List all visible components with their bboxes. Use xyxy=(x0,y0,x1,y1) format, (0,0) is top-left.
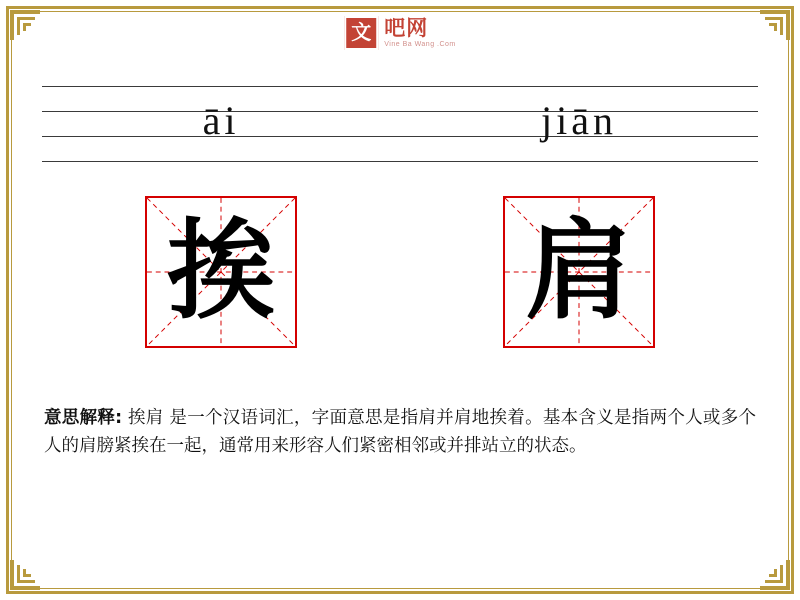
pinyin-row xyxy=(42,86,758,162)
character-slot-2 xyxy=(400,196,758,361)
character-glyph-1: 挨 xyxy=(166,209,275,334)
character-glyph-2: 肩 xyxy=(524,209,633,334)
pinyin-syllable-2: jiān xyxy=(541,97,617,143)
corner-ornament-bottom-right-icon xyxy=(758,558,792,592)
explanation-text: 挨肩 是一个汉语词汇，字面意思是指肩并肩地挨着。基本含义是指两个人或多个人的肩膀紧挨在一起，通常用来形容人们紧密相邻或并排站立的状态。 xyxy=(44,408,757,457)
mizi-grid-box-1 xyxy=(145,196,297,348)
site-logo xyxy=(344,16,456,50)
corner-ornament-bottom-left-icon xyxy=(8,558,42,592)
corner-ornament-top-left-icon xyxy=(8,8,42,42)
pinyin-syllable-1: āi xyxy=(202,97,240,143)
logo-subtitle: Vine Ba Wang .Com xyxy=(384,41,456,48)
logo-text-wrap xyxy=(384,18,456,48)
logo-mark-icon: 文 xyxy=(344,16,378,50)
mizi-grid-box-2 xyxy=(503,196,655,348)
logo-name: 吧网 xyxy=(384,17,429,40)
pinyin-staff-area xyxy=(42,86,758,164)
corner-ornament-top-right-icon xyxy=(758,8,792,42)
explanation-paragraph xyxy=(44,404,756,461)
explanation-label: 意思解释: xyxy=(44,408,123,428)
character-grid-area xyxy=(42,196,758,361)
character-slot-1 xyxy=(42,196,400,361)
